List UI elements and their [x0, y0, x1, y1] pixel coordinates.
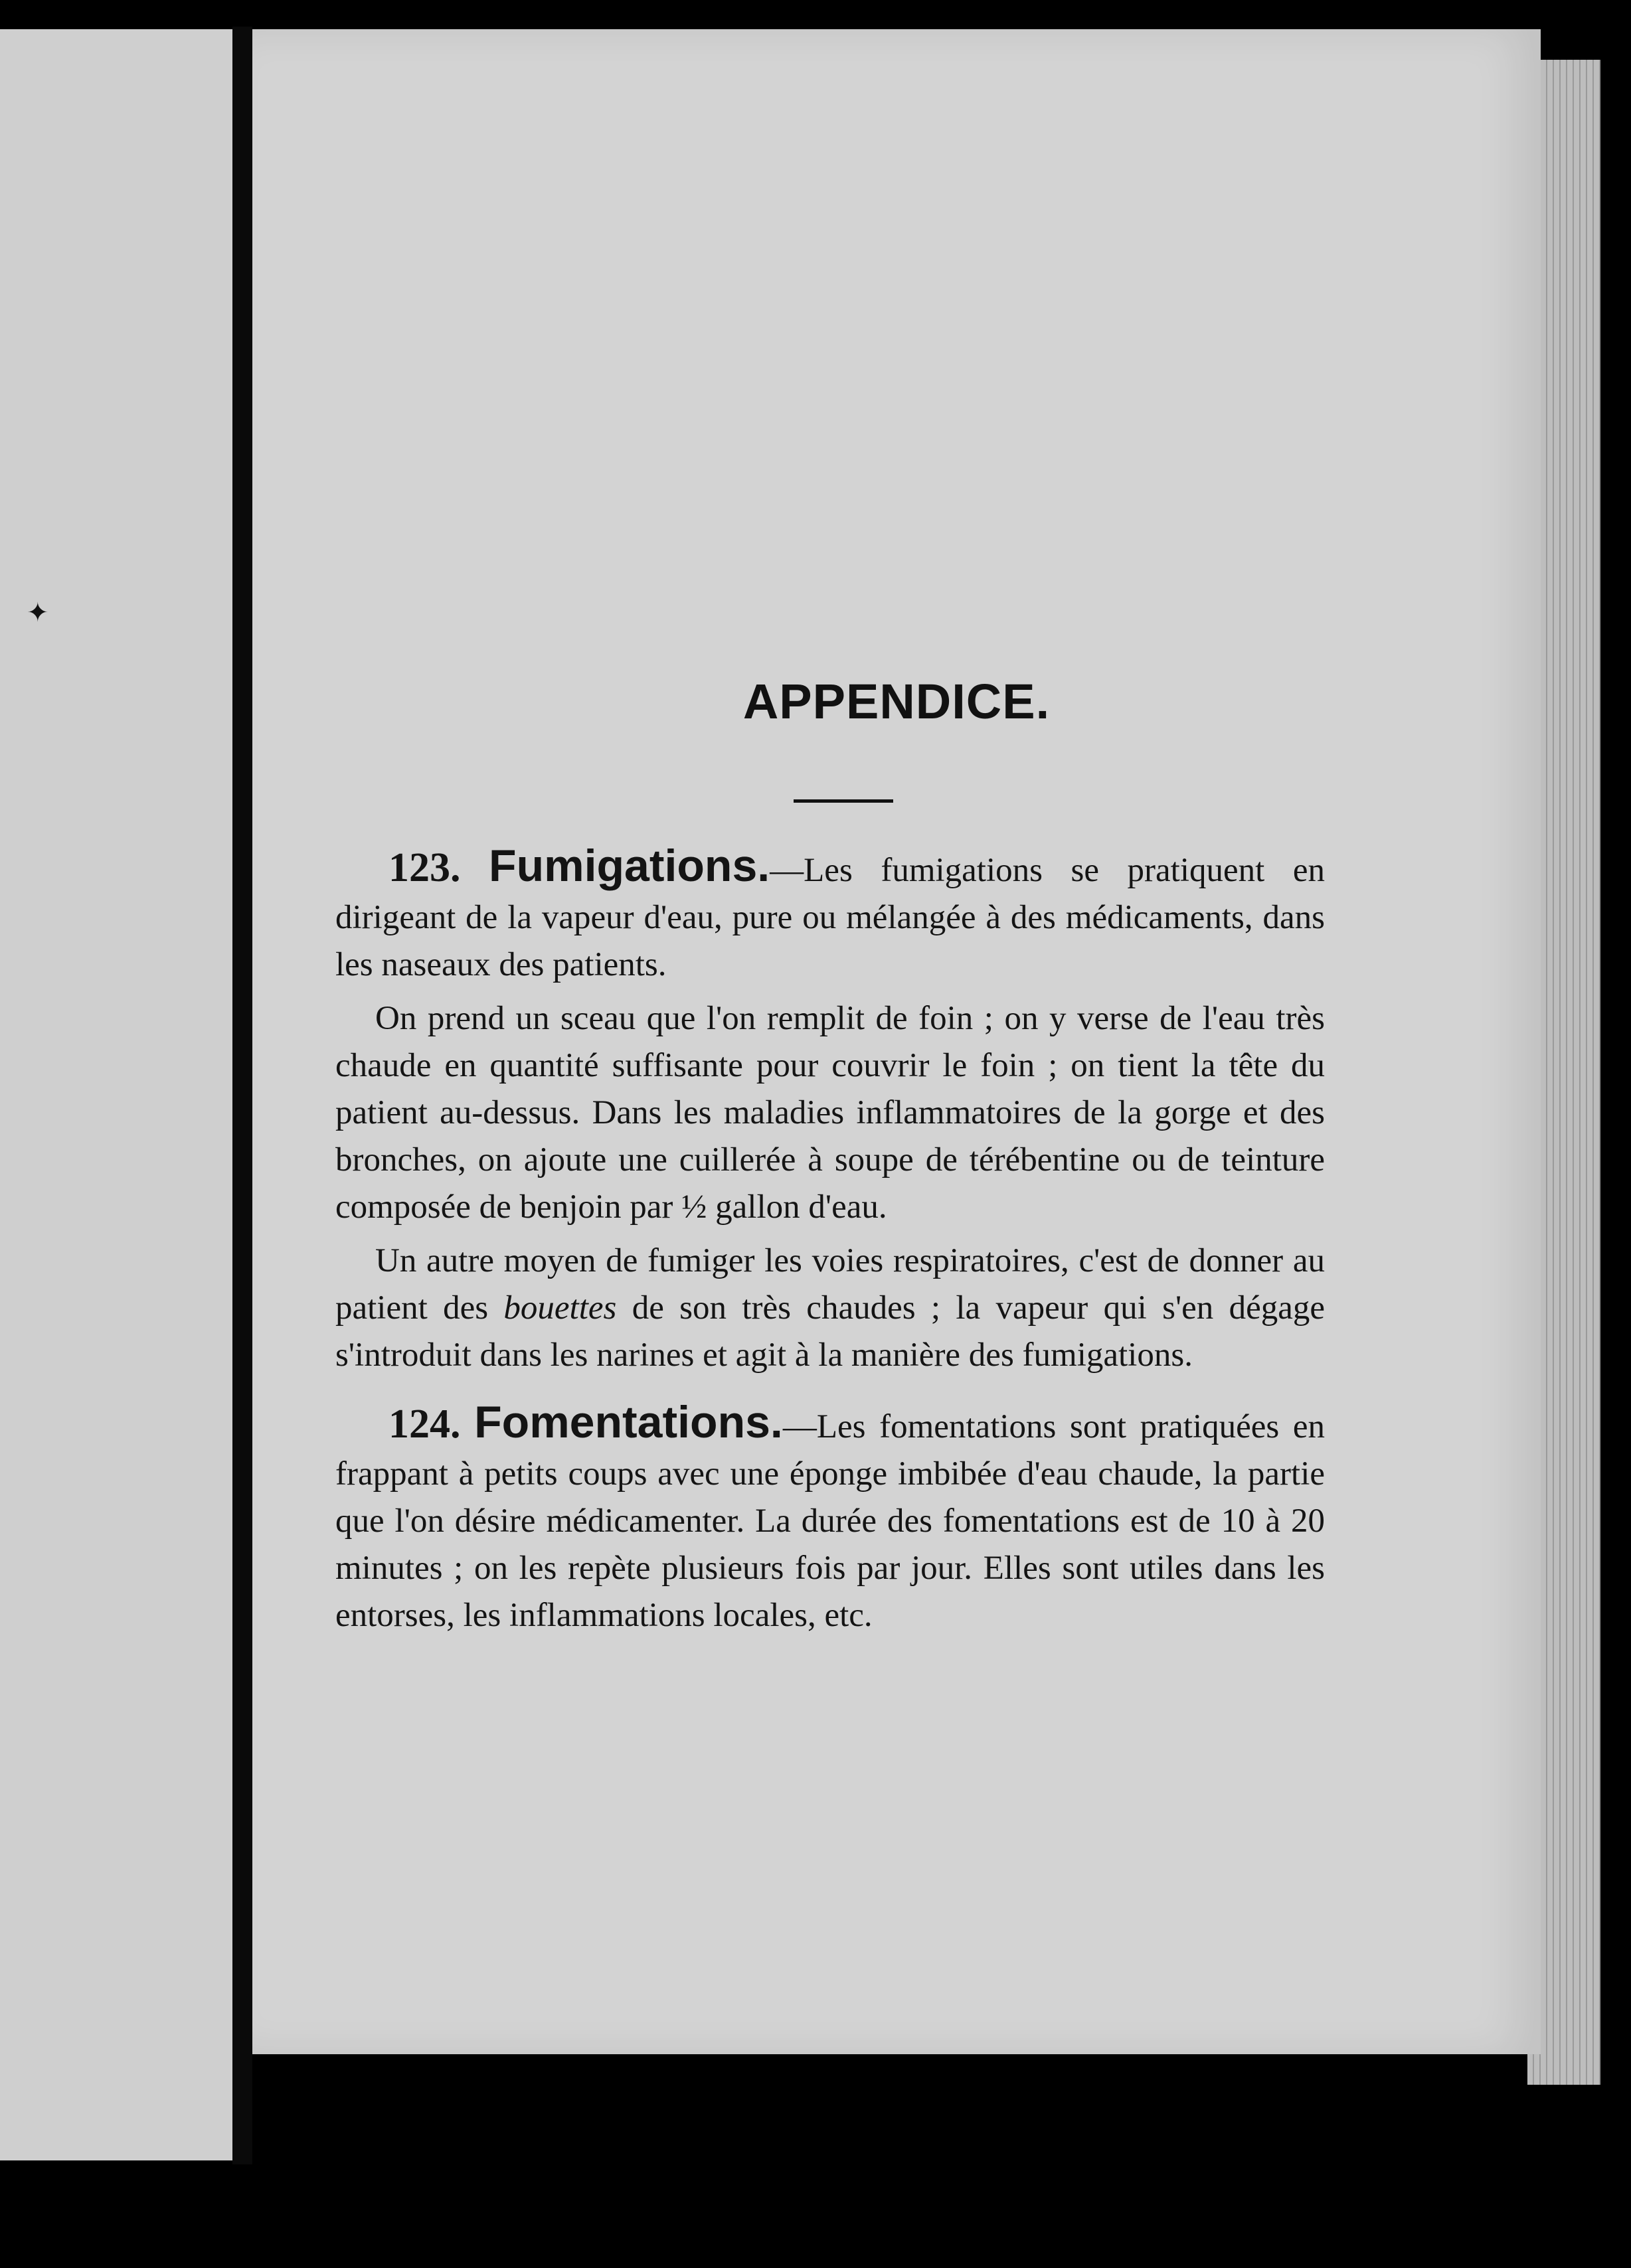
section-124 — [335, 1399, 1325, 1639]
section-title: Fomentations. — [474, 1397, 783, 1447]
section-dash: — — [782, 1408, 817, 1445]
ornament-icon: ✦ — [27, 598, 49, 627]
page-heading: APPENDICE. — [742, 674, 1051, 729]
page-body — [335, 843, 1325, 1646]
section-lead-text: Les fomentations sont pratiquées en frappant à petits coups avec une éponge imbibée d'eau chaude, la partie que l'on désire médicamenter. La durée des fomentations est de 10 à 20 minutes ; on les repète plusieurs fois par jour. Elles sont utiles dans les entorses, les inflammations locales, etc. — [335, 1408, 1326, 1634]
book-spine — [232, 27, 252, 2164]
paragraph: On prend un sceau que l'on remplit de foin ; on y verse de l'eau très chaude en quantité suffisante pour couvrir le foin ; on tient la tête du patient au-dessus. Dans les maladies inflammatoires de la gorge et des bronches, on ajoute une cuillerée à soupe de térébentine ou de teinture composée de benjoin par ½ gallon d'eau. — [335, 1000, 1325, 1226]
paragraph-text: de son très chaudes ; la vapeur qui s'en dégage s'introduit dans les narines et agit à la manière des fumigations. — [335, 1289, 1326, 1374]
section-number: 124. — [388, 1402, 461, 1447]
left-page — [0, 29, 232, 2160]
italic-term: bouettes — [503, 1289, 617, 1327]
heading-rule — [794, 799, 893, 803]
section-123 — [335, 843, 1325, 989]
section-title: Fumigations. — [489, 841, 770, 891]
right-page — [252, 29, 1541, 2054]
paragraph-text: Un autre moyen de fumiger les voies respiratoires, c'est de donner au patient des — [335, 1242, 1325, 1327]
section-number: 123. — [388, 845, 461, 890]
section-lead-text: Les fumigations se pratiquent en dirigeant de la vapeur d'eau, pure ou mélangée à des médicaments, dans les naseaux des patients. — [335, 852, 1325, 983]
paragraph — [335, 1238, 1325, 1379]
section-dash: — — [770, 852, 804, 889]
